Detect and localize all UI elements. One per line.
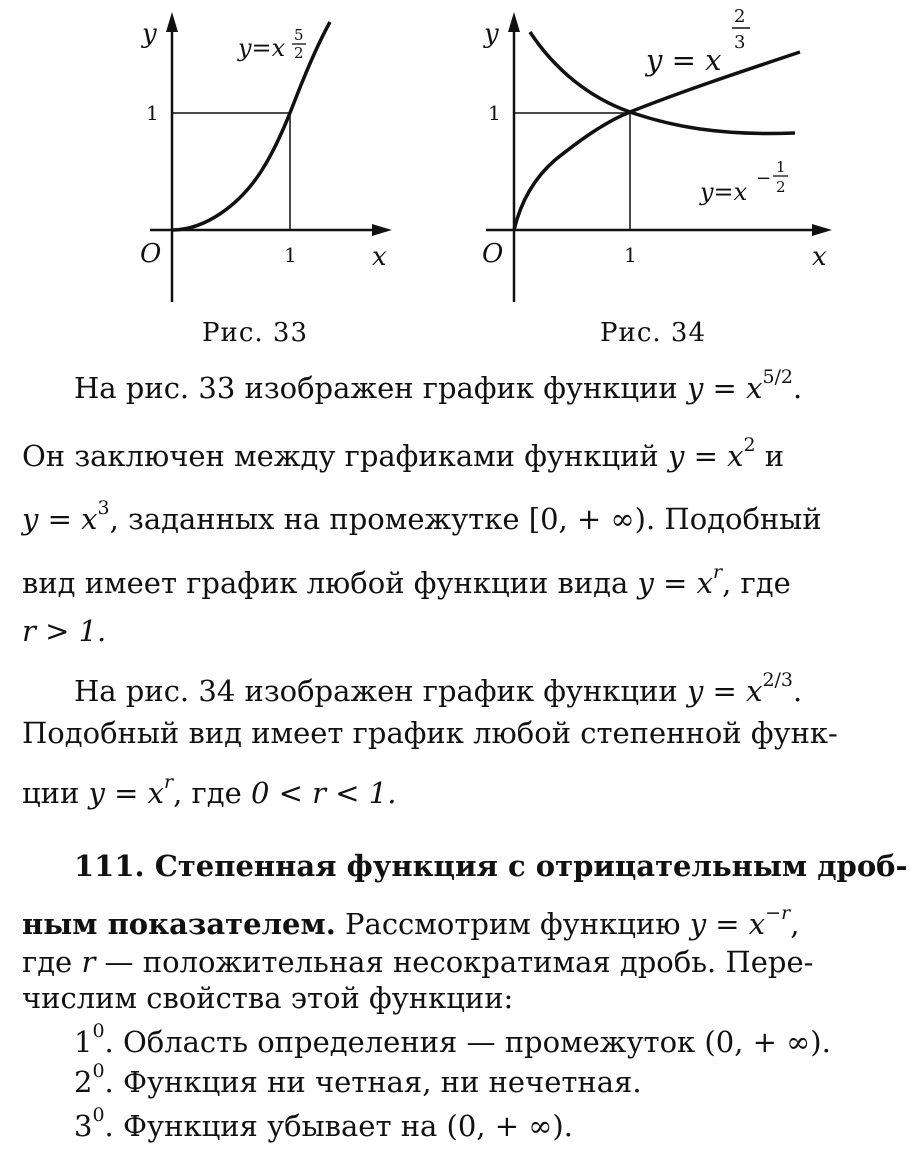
fig34-y-label: y: [484, 19, 499, 49]
section-line3: [22, 946, 902, 978]
fig33-curve-label-den: 2: [294, 44, 304, 62]
fig34-caption: Рис. 34: [600, 318, 706, 348]
math-sup: 2/3: [762, 669, 794, 692]
fig33-curve-label-num: 5: [294, 26, 304, 44]
fig34-curve2-label: y=x: [700, 178, 748, 206]
fig34-curve1-label: y = x: [646, 43, 722, 77]
prop-deg: 0: [92, 1060, 105, 1083]
math: r: [81, 945, 96, 979]
text-run: вид имеет график любой функции вида: [22, 566, 638, 600]
fig34-y-arrow-icon: [508, 12, 520, 32]
math: 0 < r < 1.: [250, 776, 397, 810]
prop-deg: 0: [92, 1020, 105, 1043]
fig33-curve-label: y=x: [238, 34, 286, 62]
property-3: [22, 1104, 902, 1143]
math-sup: −r: [765, 902, 791, 925]
fig34-origin-label: O: [482, 239, 504, 269]
text-run: где: [22, 945, 82, 979]
math-sup: 2: [743, 434, 756, 457]
math: y = x: [686, 674, 763, 708]
text-run: На рис. 34 изображен график функции: [74, 674, 687, 708]
prop-num: 3: [74, 1109, 93, 1143]
fig33-origin-label: O: [140, 239, 162, 269]
text-run: , заданных на промежутке [0, + ∞). Подобный: [109, 502, 822, 536]
math-sup: 3: [97, 497, 110, 520]
prop-text: . Функция ни четная, ни нечетная.: [104, 1065, 642, 1099]
fig33-y-label: y: [142, 19, 157, 49]
fig34-curve2-den: 2: [776, 178, 786, 196]
fig34-tick-x: 1: [624, 243, 637, 267]
prop-num: 2: [74, 1065, 93, 1099]
prop-num: 1: [74, 1025, 93, 1059]
para2-line1: [22, 669, 902, 708]
heading-run: ным показателем.: [22, 907, 336, 941]
text-run: ции: [22, 776, 89, 810]
math: r > 1.: [22, 614, 107, 648]
math: y = x: [686, 371, 763, 405]
math: y = x: [22, 502, 98, 536]
fig33-tick-y: 1: [146, 101, 159, 125]
fig34-curve1-den: 3: [734, 32, 746, 53]
math-sup: r: [713, 561, 723, 584]
section-line4: числим свойства этой функции:: [22, 981, 514, 1015]
para1-line3: [22, 497, 902, 536]
math: y = x: [88, 776, 165, 810]
fig34-curve1-num: 2: [734, 6, 746, 27]
para2-line2: Подобный вид имеет график любой степенной функ-: [22, 716, 838, 750]
text-run: .: [793, 674, 803, 708]
text-run: Рассмотрим функцию: [335, 907, 690, 941]
para2-line3: [22, 771, 902, 810]
para1-line1: [22, 366, 902, 405]
prop-text: . Функция убывает на (0, + ∞).: [104, 1109, 573, 1143]
math: y = x: [689, 907, 766, 941]
fig34-curve-increasing: [514, 52, 800, 230]
math: y = x: [667, 439, 744, 473]
text-run: На рис. 33 изображен график функции: [74, 371, 687, 405]
prop-deg: 0: [92, 1104, 105, 1127]
para1-line2: [22, 434, 902, 473]
math-sup: r: [164, 771, 174, 794]
fig33-x-label: x: [372, 242, 387, 272]
para1-line4: [22, 561, 902, 600]
fig33-tick-x: 1: [284, 243, 297, 267]
section-heading: 111. Степенная функция с отрицательным дроб-: [74, 849, 908, 883]
text-run: — положительная несократимая дробь. Пере-: [95, 945, 814, 979]
property-2: [22, 1060, 902, 1099]
fig34-curve2-sign: −: [756, 168, 772, 189]
math-sup: 5/2: [762, 366, 794, 389]
text-run: ,: [790, 907, 800, 941]
figure-34: [0, 0, 922, 340]
fig33-caption: Рис. 33: [202, 318, 308, 348]
property-1: [22, 1020, 902, 1059]
text-run: , где: [173, 776, 251, 810]
text-run: , где: [722, 566, 791, 600]
text-run: и: [755, 439, 785, 473]
section-line2: [22, 902, 902, 941]
fig34-tick-y: 1: [488, 101, 501, 125]
prop-text: . Область определения — промежуток (0, + ∞).: [104, 1025, 831, 1059]
fig34-x-arrow-icon: [812, 224, 832, 236]
math: y = x: [637, 566, 713, 600]
text-run: Он заключен между графиками функций: [22, 439, 668, 473]
fig34-x-label: x: [812, 242, 827, 272]
fig34-curve2-num: 1: [776, 158, 786, 176]
text-run: .: [793, 371, 803, 405]
para1-line5: [22, 615, 902, 647]
